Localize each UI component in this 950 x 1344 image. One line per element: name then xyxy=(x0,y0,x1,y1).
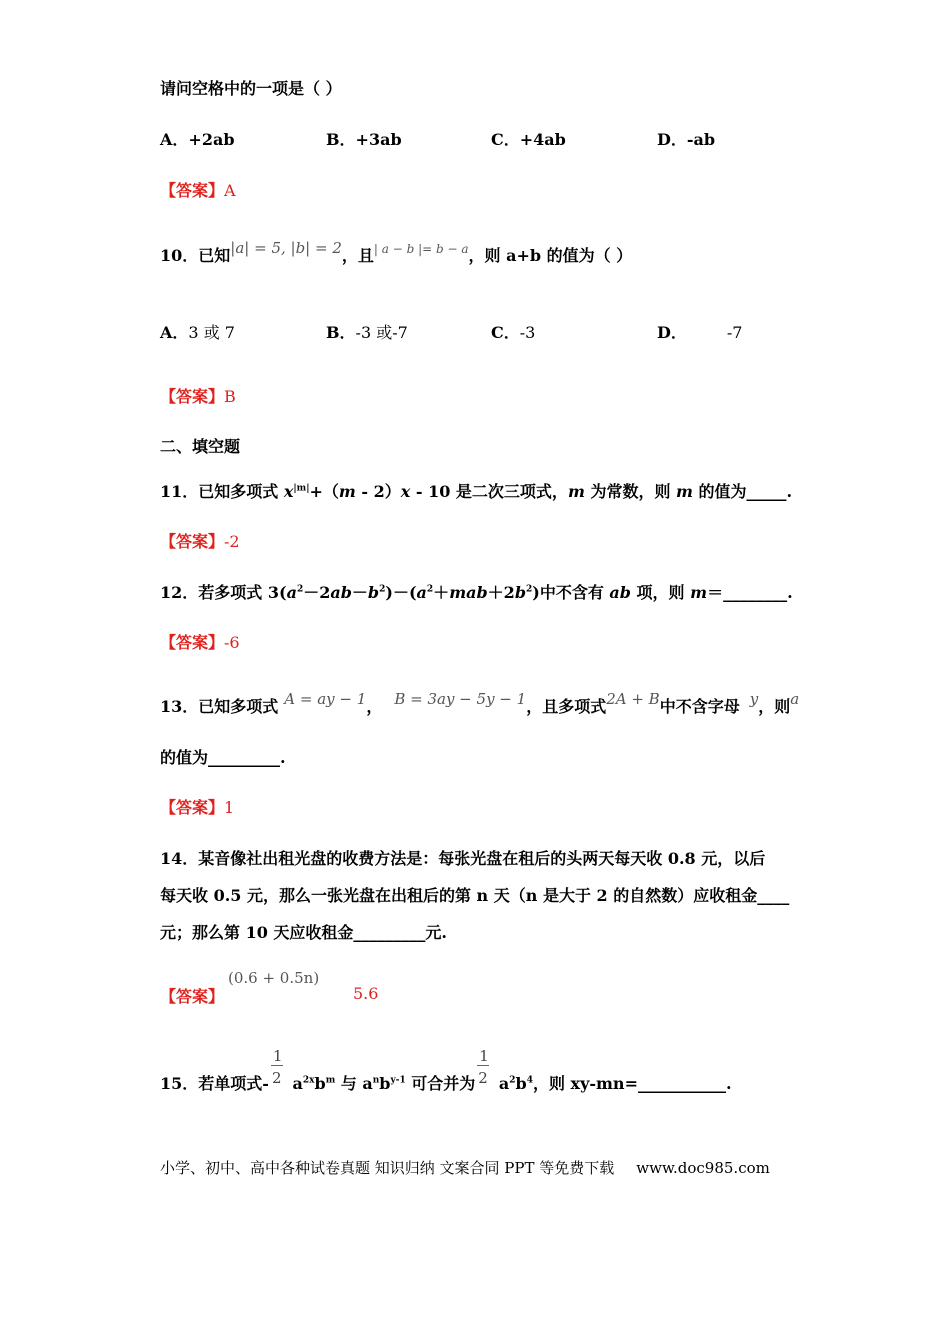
q9-option-d: D．-ab xyxy=(657,130,716,149)
q14-answer-expr: (0.6 + 0.5n) xyxy=(228,969,320,987)
q11-stem: 11．已知多项式 $x^{|m|}+(m - 2)x - 10$ 是二次三项式，m 为常数，则 m 的值为_____. xyxy=(160,482,793,501)
q13-stem: 13．已知多项式 A = ay − 1， B = 3ay − 5y − 1，且多项式2A + B中不含字母 y，则a xyxy=(160,690,800,716)
q10-expr2: | a − b |= b − a xyxy=(373,242,469,256)
q12-stem: 12．若多项式 $3(a^2-2ab-b^2)-(a^2+mab+2b^2)$中不含有 ab 项，则 m＝________. xyxy=(160,583,793,602)
q13-expr-2ab: 2A + B xyxy=(606,690,660,708)
q10-stem: 10．已知|a| = 5, |b| = 2，且$^{| a - b |= b - a}$，则 a+b 的值为（ ） xyxy=(160,239,633,265)
q9-option-c: C．+4ab xyxy=(491,130,566,149)
q10-option-d: D． -7 xyxy=(657,323,743,342)
q10-answer: 【答案】B xyxy=(160,387,236,406)
q14-line-1: 14．某音像社出租光盘的收费方法是：每张光盘在租后的头两天每天收 0.8 元，以后 xyxy=(160,849,766,868)
q9-stem: 请问空格中的一项是（ ） xyxy=(160,79,342,98)
section-title: 二、填空题 xyxy=(160,437,241,456)
q9-option-b: B．+3ab xyxy=(326,130,402,149)
footer xyxy=(160,1157,770,1178)
q10-option-c: C．-3 xyxy=(491,323,536,342)
footer-url[interactable]: www.doc985.com xyxy=(636,1159,770,1177)
q10-option-b: B．-3 或-7 xyxy=(326,323,408,342)
q14-line-2: 每天收 0.5 元，那么一张光盘在出租后的第 n 天（n 是大于 2 的自然数）应收租金____ xyxy=(160,886,790,905)
q14-answer-value: 5.6 xyxy=(353,984,379,1003)
q9-answer: 【答案】A xyxy=(160,181,236,200)
q14-line-3: 元；那么第 10 天应收租金_________元. xyxy=(160,923,447,942)
q13-answer: 【答案】1 xyxy=(160,798,235,817)
q9-option-a: A．+2ab xyxy=(160,130,235,149)
footer-text: 小学、初中、高中各种试卷真题 知识归纳 文案合同 PPT 等免费下载 xyxy=(160,1159,615,1177)
q10-option-a: A．3 或 7 xyxy=(160,323,235,342)
q12-answer: 【答案】-6 xyxy=(160,633,240,652)
q11-answer: 【答案】-2 xyxy=(160,532,240,551)
q15-fraction-1: $\frac{1}{2}$ xyxy=(271,1047,283,1087)
q15-fraction-2: $\frac{1}{2}$ xyxy=(478,1047,489,1087)
q15-stem: 15．若单项式- $\frac{1}{2}$ $a^{2x}b^m$ 与 $a^nb^{y-1}$ 可合并为 $\frac{1}{2}$ $a^2b^4$，则 xy-mn=___________. xyxy=(160,1047,732,1093)
q13-stem-cont: 的值为_________. xyxy=(160,748,286,767)
q13-expr-b: B = 3ay − 5y − 1 xyxy=(394,690,527,708)
q10-expr1: |a| = 5, |b| = 2 xyxy=(230,239,342,257)
q13-expr-a: A = ay − 1 xyxy=(284,690,367,708)
q14-answer: 【答案】 xyxy=(160,987,225,1006)
